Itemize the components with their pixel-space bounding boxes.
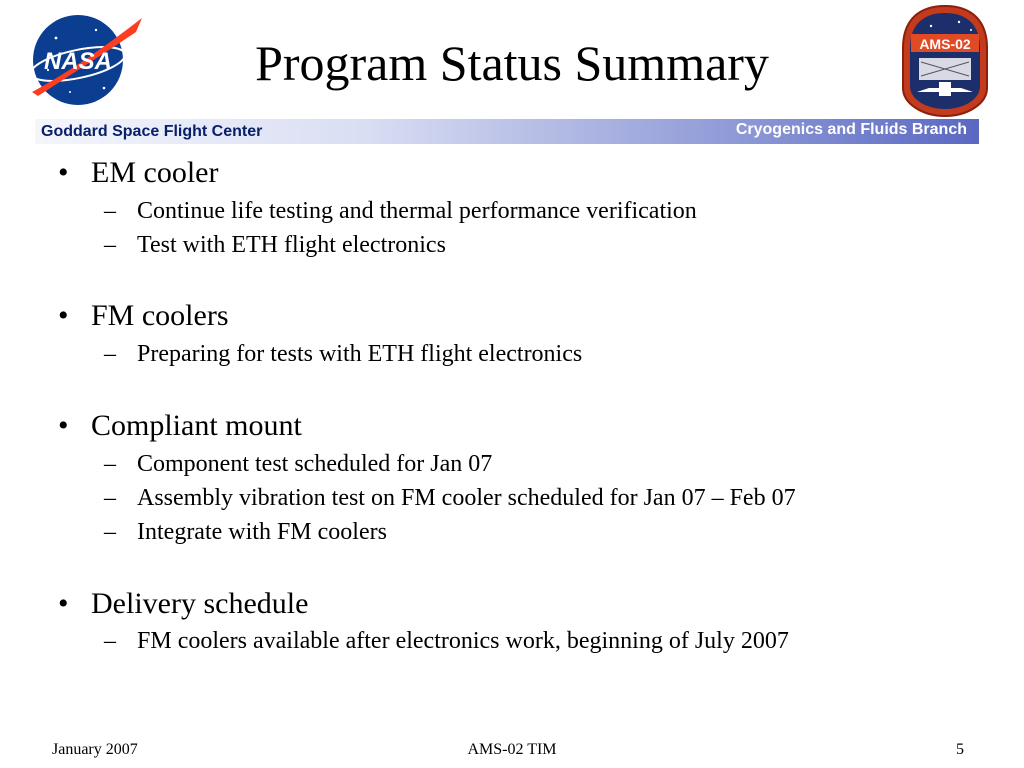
sub-bullet-text: Integrate with FM coolers (137, 519, 387, 545)
band-left-label: Goddard Space Flight Center (41, 123, 263, 140)
bullet-text: EM cooler (91, 156, 219, 189)
bullet-text: FM coolers (91, 299, 229, 332)
bullet-dot: • (58, 587, 69, 620)
sub-bullet-item (104, 199, 697, 223)
sub-bullet-dash: – (104, 232, 116, 258)
sub-bullet-dash: – (104, 451, 116, 477)
sub-bullet-text: Continue life testing and thermal performance verification (137, 198, 697, 224)
sub-bullet-item (104, 342, 582, 366)
patch-text: AMS-02 (919, 36, 971, 52)
sub-bullet-text: Component test scheduled for Jan 07 (137, 451, 493, 477)
bullet-text: Delivery schedule (91, 587, 309, 620)
sub-bullet-text: FM coolers available after electronics work, beginning of July 2007 (137, 628, 789, 654)
sub-bullet-dash: – (104, 628, 116, 654)
header-band (35, 119, 979, 144)
sub-bullet-item (104, 486, 796, 510)
sub-bullet-dash: – (104, 198, 116, 224)
footer-event: AMS-02 TIM (467, 741, 557, 758)
bullet-dot: • (58, 299, 69, 332)
sub-bullet-text: Assembly vibration test on FM cooler scheduled for Jan 07 – Feb 07 (137, 485, 796, 511)
bullet-item (58, 589, 308, 619)
sub-bullet-dash: – (104, 519, 116, 545)
sub-bullet-text: Test with ETH flight electronics (137, 232, 446, 258)
bullet-item (58, 301, 229, 331)
footer-page-number: 5 (956, 741, 964, 758)
sub-bullet-item (104, 520, 387, 544)
band-right-label: Cryogenics and Fluids Branch (735, 121, 967, 138)
footer-date: January 2007 (52, 741, 138, 758)
sub-bullet-dash: – (104, 485, 116, 511)
bullet-dot: • (58, 156, 69, 189)
bullet-item (58, 158, 218, 188)
sub-bullet-dash: – (104, 341, 116, 367)
sub-bullet-item (104, 452, 492, 476)
sub-bullet-item (104, 629, 789, 653)
bullet-dot: • (58, 409, 69, 442)
ams-02-patch-logo (901, 4, 989, 118)
sub-bullet-item (104, 233, 446, 257)
sub-bullet-text: Preparing for tests with ETH flight electronics (137, 341, 583, 367)
nasa-logo-text: NASA (43, 48, 113, 75)
bullet-text: Compliant mount (91, 409, 302, 442)
page-title: Program Status Summary (255, 35, 769, 91)
bullet-item (58, 411, 302, 441)
